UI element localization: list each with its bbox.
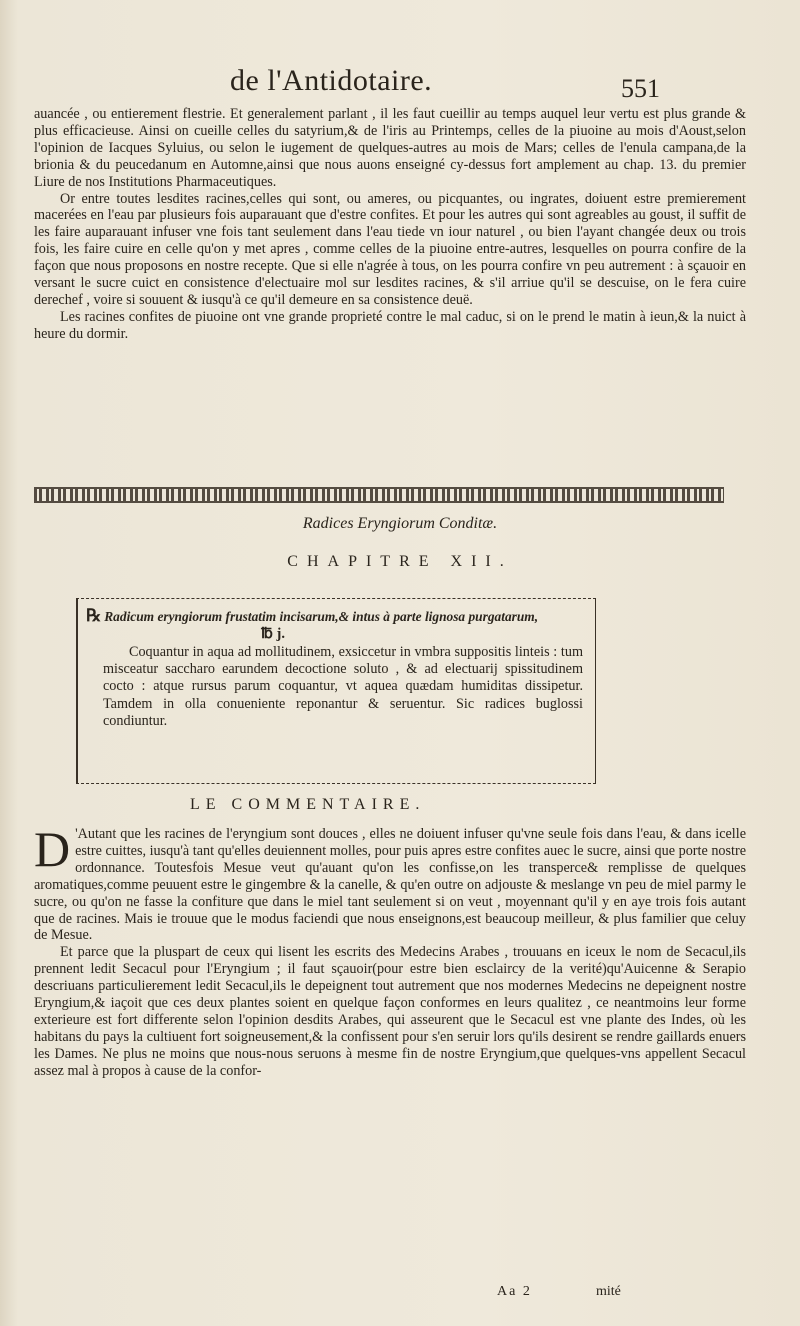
- section-title: Radices Eryngiorum Conditæ.: [302, 515, 498, 532]
- chapter-heading: CHAPITRE XII.: [287, 553, 513, 570]
- intro-text-block: [34, 106, 746, 343]
- paragraph: auancée , ou entierement flestrie. Et generalement parlant , il les faut cueillir au temps auquel leur vertu est plus grande & plus efficacieuse. Ainsi on cueille celles du satyrium,& de l'iris au Printemps, celles de la piuoine au mois d'Aoust,selon l'opinion de Iacques Syluius, ou selon le iugement de quelques-autres au mois de Mars; celles de l'enula campana,de la brionia & du peucedanum en Automne,ainsi que nous auons enseigné cy-dessus fort amplement au chap. 13. du premier Liure de nos Institutions Pharmaceutiques.: [34, 106, 746, 190]
- signature-mark: Aa 2: [497, 1284, 532, 1299]
- recipe-text: Coquantur in aqua ad mollitudinem, exsiccetur in vmbra suppositis linteis : tum misceatur saccharo earundem decoctione soluto , & ad electuarij spissitudinem cocto : atque rursus parum coquantur, vt aquea quædam humiditas dissipetur. Tamdem in olla conueniente reponantur & seruentur. Sic radices buglossi condiuntur.: [103, 644, 583, 729]
- paragraph-text: 'Autant que les racines de l'eryngium sont douces , elles ne doiuent infuser qu'vne seule fois dans l'eau, & dans icelle estre cuittes, iusqu'à tant qu'elles deuiennent molles, pour puis apres estre confites auec le sucre, ainsi que porte nostre ordonnance. Toutesfois Mesue veut qu'auant qu'on les confisse,on les transperce& remplisse de quelques aromatiques,comme peuuent estre le gingembre & la canelle, & qu'en outre on adjouste & meslange vn peu de miel parmy le sucre, ou qu'on ne fasse la confiture que dans le miel tant seulement si on veut , moyennant qu'il y en aye trois fois autant que de racines. Mais ie trouue que le modus faciendi que nous enseignons,est beaucoup meilleur, & plus familier que celuy de Mesue.: [34, 826, 746, 944]
- paragraph: Les racines confites de piuoine ont vne grande proprieté contre le mal caduc, si on le prend le matin à ieun,& la nuict à heure du dormir.: [34, 308, 746, 342]
- paragraph: Et parce que la pluspart de ceux qui lisent les escrits des Medecins Arabes , trouuans en iceux le nom de Secacul,ils prennent ledit Secacul pour l'Eryngium ; il faut sçauoir(pour estre bien esclaircy de la verité)qu'Auicenne & Serapio descriuans particulierement ledit Secacul,ils le depeignent tout autrement que nos modernes Medecins ne depeignent nostre Eryngium,& iaçoit que ces deux plantes soient en quelque façon conformes en leurs qualitez , ce neantmoins leur forme exterieure est fort differente selon l'opinion desdits Arabes, qui asseurent que le Secacul est vne plante des Indes, où les habitans du pays la cultiuent fort soigneusement,& la confissent pour s'en seruir lors qu'ils desirent se rendre gaillards enuers les Dames. Ne plus ne moins que nous-nous seruons à mesme fin de nostre Eryngium,que quelques-vns appellent Secacul assez mal à propos à cause de la confor-: [34, 944, 746, 1079]
- recipe-symbol-icon: ℞: [86, 606, 102, 625]
- page-footer: [0, 1284, 800, 1304]
- paragraph: [34, 821, 746, 944]
- drop-cap: D: [34, 821, 71, 877]
- commentary-text-block: [34, 821, 746, 1080]
- running-title: de l'Antidotaire.: [230, 64, 433, 97]
- page-number: 551: [621, 74, 660, 103]
- recipe-box: [76, 598, 596, 784]
- commentary-heading: LE COMMENTAIRE.: [190, 796, 426, 813]
- catchword: mité: [596, 1284, 621, 1299]
- running-head: [230, 64, 660, 104]
- recipe-quantity: ℔ j.: [261, 626, 285, 642]
- ingredient-text: Radicum eryngiorum frustatim incisarum,& intus à parte lignosa purgatarum,: [104, 609, 539, 624]
- paragraph: Or entre toutes lesdites racines,celles qui sont, ou ameres, ou picquantes, ou ingrates, doiuent estre premierement macerées en l'eau par plusieurs fois auparauant que d'estre confites. Et pour les autres qui sont agreables au goust, il suffit de les faire auparauant infuser vne fois tant seulement dans l'eau tiede vn iour naturel , ou bien l'ayant changée deux ou trois fois, les faire cuire en celle qu'on y met apres , comme celles de la piuoine entre-autres, lesquelles on pourra confire de la façon que nous proposons en nostre recepte. Que si elle n'agrée à tous, on les pourra confire vn peu autrement : à sçauoir en versant le sucre cuict en consistence d'electuaire mol sur lesdites racines, & s'il arriue qu'il se descuise, on le fera cuire derechef , voire si souuent & iusqu'à ce qu'il demeure en sa consistence deuë.: [34, 190, 746, 308]
- decorative-ornament-band: [34, 487, 724, 503]
- recipe-ingredient: [86, 607, 586, 625]
